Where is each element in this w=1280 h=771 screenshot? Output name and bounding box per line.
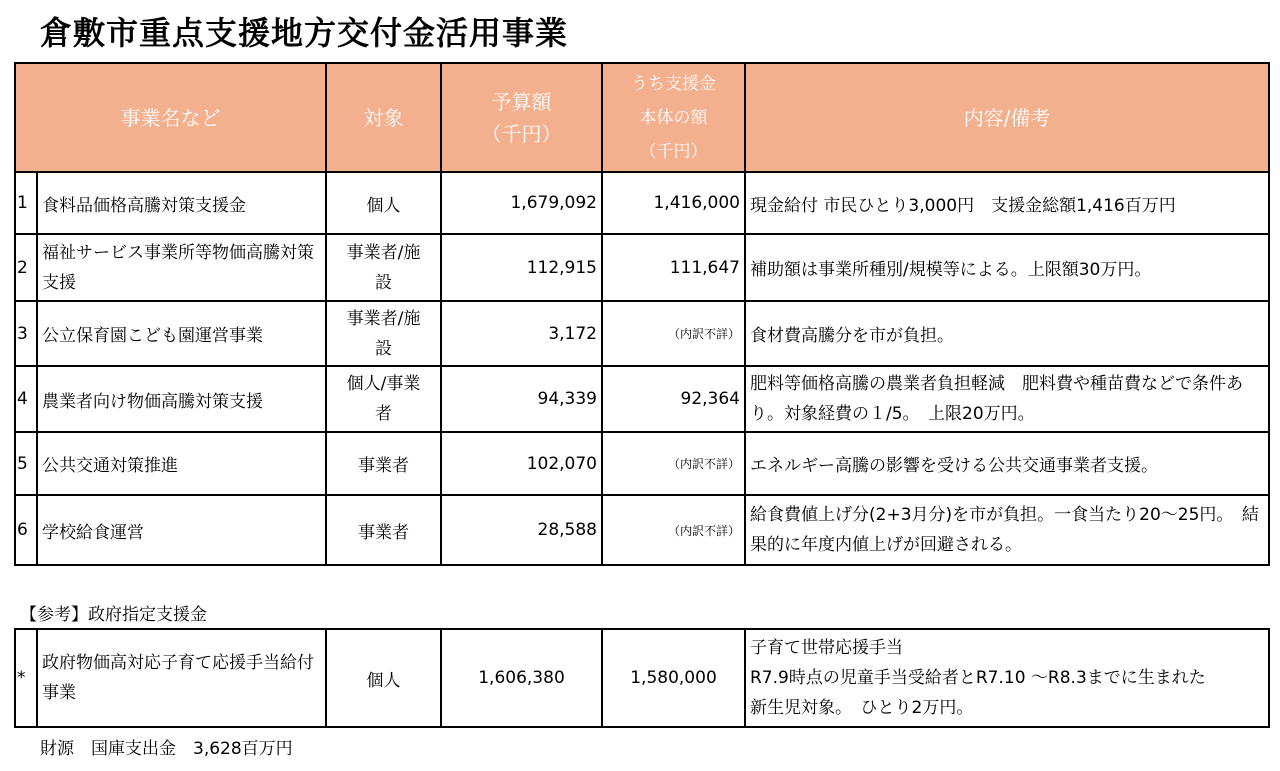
table-row	[15, 495, 1269, 565]
row-grant: 1,416,000	[602, 172, 745, 234]
reference-table	[14, 628, 1270, 728]
reference-label: 【参考】政府指定支援金	[20, 605, 207, 625]
row-number: 6	[15, 495, 37, 565]
row-notes: 食材費高騰分を市が負担。	[745, 301, 1269, 366]
row-notes: 給食費値上げ分(2+3月分)を市が負担。一食当たり20～25円。 結果的に年度内値上げが回避される。	[745, 495, 1269, 565]
row-name: 公立保育園こども園運営事業	[37, 301, 326, 366]
header-row	[15, 63, 1269, 172]
table-row	[15, 301, 1269, 366]
row-notes: 肥料等価格高騰の農業者負担軽減 肥料費や種苗費などで条件あり。対象経費の１/5。 上限20万円。	[745, 366, 1269, 432]
header-grant	[602, 63, 745, 172]
header-grant-line1: うち支援金	[631, 73, 716, 94]
header-grant-line3: （千円）	[639, 141, 708, 162]
row-number: 1	[15, 172, 37, 234]
header-target: 対象	[326, 63, 441, 172]
table-row	[15, 172, 1269, 234]
row-budget: 28,588	[441, 495, 602, 565]
row-target: 事業者/施設	[326, 301, 441, 366]
row-number: 5	[15, 432, 37, 495]
reference-notes-line1: 子育て世帯応援手当	[750, 638, 903, 658]
reference-row-target: 個人	[326, 629, 441, 727]
table-row	[15, 234, 1269, 301]
reference-row-marker: *	[15, 629, 37, 727]
header-budget	[441, 63, 602, 172]
row-target: 個人	[326, 172, 441, 234]
page-title: 倉敷市重点支援地方交付金活用事業	[40, 14, 569, 52]
header-grant-line2: 本体の額	[639, 107, 708, 128]
header-name: 事業名など	[15, 63, 326, 172]
header-budget-line2: （千円）	[481, 121, 562, 146]
row-budget: 3,172	[441, 301, 602, 366]
row-budget: 94,339	[441, 366, 602, 432]
table-row	[15, 366, 1269, 432]
row-notes: 補助額は事業所種別/規模等による。上限額30万円。	[745, 234, 1269, 301]
row-notes: エネルギー高騰の影響を受ける公共交通事業者支援。	[745, 432, 1269, 495]
row-target: 事業者/施設	[326, 234, 441, 301]
row-name: 農業者向け物価高騰対策支援	[37, 366, 326, 432]
row-name: 福祉サービス事業所等物価高騰対策支援	[37, 234, 326, 301]
reference-row-budget: 1,606,380	[441, 629, 602, 727]
row-number: 4	[15, 366, 37, 432]
reference-notes-line3: 新生児対象。 ひとり2万円。	[750, 698, 974, 718]
row-grant: 92,364	[602, 366, 745, 432]
row-number: 2	[15, 234, 37, 301]
row-grant: （内訳不詳）	[602, 495, 745, 565]
reference-row-name: 政府物価高対応子育て応援手当給付事業	[37, 629, 326, 727]
row-target: 事業者	[326, 432, 441, 495]
row-number: 3	[15, 301, 37, 366]
row-name: 公共交通対策推進	[37, 432, 326, 495]
row-name: 食料品価格高騰対策支援金	[37, 172, 326, 234]
row-notes: 現金給付 市民ひとり3,000円 支援金総額1,416百万円	[745, 172, 1269, 234]
reference-row	[15, 629, 1269, 727]
funding-source: 財源 国庫支出金 3,628百万円	[40, 739, 293, 759]
row-grant: （内訳不詳）	[602, 432, 745, 495]
main-table	[14, 62, 1270, 566]
row-grant: （内訳不詳）	[602, 301, 745, 366]
reference-row-notes	[745, 629, 1269, 727]
header-notes: 内容/備考	[745, 63, 1269, 172]
row-budget: 1,679,092	[441, 172, 602, 234]
row-budget: 112,915	[441, 234, 602, 301]
row-name: 学校給食運営	[37, 495, 326, 565]
row-grant: 111,647	[602, 234, 745, 301]
table-row	[15, 432, 1269, 495]
header-budget-line1: 予算額	[491, 89, 552, 114]
reference-row-grant: 1,580,000	[602, 629, 745, 727]
row-target: 事業者	[326, 495, 441, 565]
reference-notes-line2: R7.9時点の児童手当受給者とR7.10 ～R8.3までに生まれた	[750, 668, 1206, 688]
row-budget: 102,070	[441, 432, 602, 495]
row-target: 個人/事業者	[326, 366, 441, 432]
